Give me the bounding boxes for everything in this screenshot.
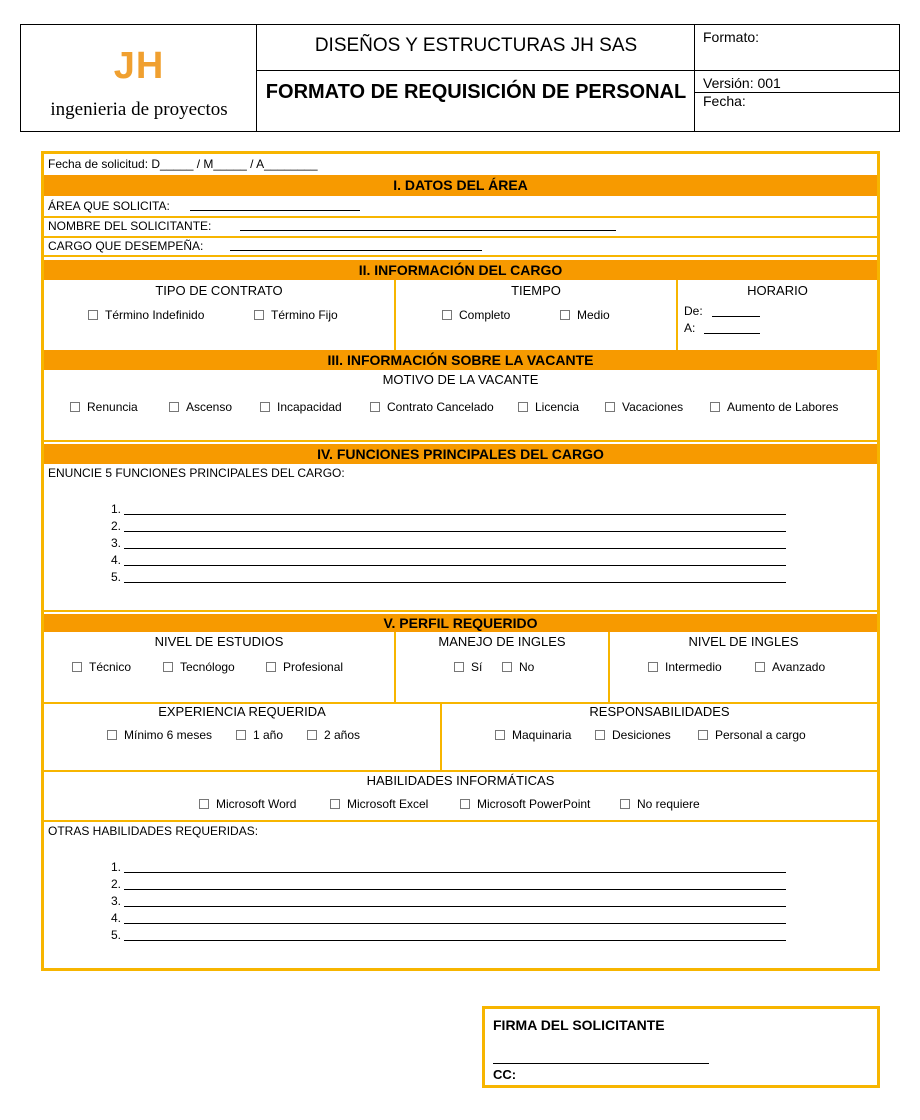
area-line[interactable] <box>190 210 360 211</box>
signature-line[interactable] <box>493 1063 709 1064</box>
requisition-form <box>41 151 880 971</box>
option-contrato-cancelado[interactable]: Contrato Cancelado <box>370 400 494 414</box>
horario-de-label: De: <box>684 304 703 318</box>
line-number: 4. <box>111 553 122 567</box>
responsabilidades-title: RESPONSABILIDADES <box>589 704 730 719</box>
checkbox[interactable] <box>595 730 605 740</box>
logo-mark: JH <box>113 45 165 87</box>
nivel-ingles-title: NIVEL DE INGLES <box>688 634 799 649</box>
checkbox[interactable] <box>648 662 658 672</box>
formato-label: Formato: <box>703 29 760 45</box>
meta-cell <box>695 25 899 131</box>
nombre-row <box>44 216 877 238</box>
perfil-row-habilidades <box>44 770 877 822</box>
fecha-row <box>44 154 877 177</box>
line-number: 1. <box>111 860 122 874</box>
checkbox[interactable] <box>710 402 720 412</box>
option-no-requiere[interactable]: No requiere <box>620 797 700 811</box>
checkbox[interactable] <box>460 799 470 809</box>
version-label: Versión: 001 <box>703 75 781 91</box>
checkbox[interactable] <box>307 730 317 740</box>
option-incapacidad[interactable]: Incapacidad <box>260 400 342 414</box>
option-medio[interactable]: Medio <box>560 308 610 322</box>
checkbox[interactable] <box>442 310 452 320</box>
checkbox[interactable] <box>755 662 765 672</box>
otra-line-4[interactable] <box>124 923 786 924</box>
line-number: 5. <box>111 928 122 942</box>
area-label: ÁREA QUE SOLICITA: <box>48 199 170 213</box>
option-minimo-6-meses[interactable]: Mínimo 6 meses <box>107 728 212 742</box>
option-licencia[interactable]: Licencia <box>518 400 579 414</box>
signature-title: FIRMA DEL SOLICITANTE <box>493 1017 665 1033</box>
experiencia-title: EXPERIENCIA REQUERIDA <box>158 704 326 719</box>
option-tecnologo[interactable]: Tecnólogo <box>163 660 235 674</box>
line-number: 3. <box>111 536 122 550</box>
line-number: 4. <box>111 911 122 925</box>
checkbox[interactable] <box>199 799 209 809</box>
funcion-line-1[interactable] <box>124 514 786 515</box>
checkbox[interactable] <box>72 662 82 672</box>
option-renuncia[interactable]: Renuncia <box>70 400 138 414</box>
motivo-vacante-title: MOTIVO DE LA VACANTE <box>382 372 539 387</box>
meta-divider <box>695 70 899 71</box>
otras-habilidades-prompt: OTRAS HABILIDADES REQUERIDAS: <box>48 824 259 838</box>
title-cell <box>257 25 695 131</box>
fecha-label: Fecha: <box>703 93 746 109</box>
horario-a-label: A: <box>684 321 696 335</box>
checkbox[interactable] <box>260 402 270 412</box>
option-microsoft-excel[interactable]: Microsoft Excel <box>330 797 428 811</box>
checkbox[interactable] <box>560 310 570 320</box>
option-si[interactable]: Sí <box>454 660 482 674</box>
checkbox[interactable] <box>454 662 464 672</box>
line-number: 3. <box>111 894 122 908</box>
funcion-line-3[interactable] <box>124 548 786 549</box>
section-datos-area: I. DATOS DEL ÁREA <box>44 175 877 196</box>
option-completo[interactable]: Completo <box>442 308 510 322</box>
habilidades-informaticas-title: HABILIDADES INFORMÁTICAS <box>366 773 555 788</box>
option-microsoft-word[interactable]: Microsoft Word <box>199 797 296 811</box>
funciones-prompt: ENUNCIE 5 FUNCIONES PRINCIPALES DEL CARGO: <box>48 466 345 480</box>
otra-line-5[interactable] <box>124 940 786 941</box>
document-header <box>20 24 900 132</box>
line-number: 2. <box>111 519 122 533</box>
document-title: FORMATO DE REQUISICIÓN DE PERSONAL <box>265 81 687 103</box>
section-perfil-requerido: V. PERFIL REQUERIDO <box>44 614 877 632</box>
option-ascenso[interactable]: Ascenso <box>169 400 232 414</box>
perfil-row-experiencia <box>44 702 877 772</box>
perfil-row-estudios <box>44 632 877 704</box>
cargo-info-row <box>44 280 877 352</box>
funcion-line-5[interactable] <box>124 582 786 583</box>
checkbox[interactable] <box>88 310 98 320</box>
line-number: 5. <box>111 570 122 584</box>
line-number: 2. <box>111 877 122 891</box>
checkbox[interactable] <box>266 662 276 672</box>
checkbox[interactable] <box>620 799 630 809</box>
checkbox[interactable] <box>163 662 173 672</box>
funciones-row <box>44 464 877 612</box>
funcion-line-4[interactable] <box>124 565 786 566</box>
fecha-solicitud-label[interactable]: Fecha de solicitud: D_____ / M_____ / A________ <box>48 157 318 171</box>
horario-a-line[interactable] <box>704 333 760 334</box>
tipo-contrato-title: TIPO DE CONTRATO <box>155 283 283 298</box>
option-no[interactable]: No <box>502 660 534 674</box>
checkbox[interactable] <box>169 402 179 412</box>
tiempo-title: TIEMPO <box>511 283 561 298</box>
nombre-label: NOMBRE DEL SOLICITANTE: <box>48 219 212 233</box>
nivel-estudios-title: NIVEL DE ESTUDIOS <box>154 634 284 649</box>
area-row <box>44 196 877 218</box>
title-divider <box>257 70 695 71</box>
signature-box <box>482 1006 880 1088</box>
checkbox[interactable] <box>330 799 340 809</box>
checkbox[interactable] <box>70 402 80 412</box>
cargo-label: CARGO QUE DESEMPEÑA: <box>48 239 204 253</box>
option-personal-a-cargo[interactable]: Personal a cargo <box>698 728 806 742</box>
checkbox[interactable] <box>107 730 117 740</box>
checkbox[interactable] <box>502 662 512 672</box>
horario-de-line[interactable] <box>712 316 760 317</box>
checkbox[interactable] <box>605 402 615 412</box>
company-name: DISEÑOS Y ESTRUCTURAS JH SAS <box>314 35 638 56</box>
option-tecnico[interactable]: Técnico <box>72 660 131 674</box>
option-desiciones[interactable]: Desiciones <box>595 728 671 742</box>
option-1-ano[interactable]: 1 año <box>236 728 283 742</box>
checkbox[interactable] <box>370 402 380 412</box>
option-2-anos[interactable]: 2 años <box>307 728 360 742</box>
cc-label: CC: <box>493 1067 517 1082</box>
option-vacaciones[interactable]: Vacaciones <box>605 400 683 414</box>
nombre-line[interactable] <box>240 230 616 231</box>
cargo-row <box>44 236 877 257</box>
logo-subtitle: ingenieria de proyectos <box>50 99 228 120</box>
horario-title: HORARIO <box>747 283 808 298</box>
option-termino-fijo[interactable]: Término Fijo <box>254 308 338 322</box>
option-microsoft-powerpoint[interactable]: Microsoft PowerPoint <box>460 797 590 811</box>
logo-cell <box>21 25 257 131</box>
cargo-line[interactable] <box>230 250 482 251</box>
funcion-line-2[interactable] <box>124 531 786 532</box>
option-maquinaria[interactable]: Maquinaria <box>495 728 571 742</box>
option-aumento-labores[interactable]: Aumento de Labores <box>710 400 838 414</box>
section-funciones-cargo: IV. FUNCIONES PRINCIPALES DEL CARGO <box>44 444 877 464</box>
manejo-ingles-title: MANEJO DE INGLES <box>438 634 566 649</box>
line-number: 1. <box>111 502 122 516</box>
checkbox[interactable] <box>236 730 246 740</box>
vacante-row <box>44 370 877 442</box>
otra-line-2[interactable] <box>124 889 786 890</box>
option-intermedio[interactable]: Intermedio <box>648 660 722 674</box>
checkbox[interactable] <box>518 402 528 412</box>
otra-line-3[interactable] <box>124 906 786 907</box>
option-avanzado[interactable]: Avanzado <box>755 660 825 674</box>
checkbox[interactable] <box>254 310 264 320</box>
checkbox[interactable] <box>698 730 708 740</box>
option-termino-indefinido[interactable]: Término Indefinido <box>88 308 204 322</box>
section-informacion-cargo: II. INFORMACIÓN DEL CARGO <box>44 260 877 280</box>
checkbox[interactable] <box>495 730 505 740</box>
otra-line-1[interactable] <box>124 872 786 873</box>
option-profesional[interactable]: Profesional <box>266 660 343 674</box>
section-informacion-vacante: III. INFORMACIÓN SOBRE LA VACANTE <box>44 350 877 370</box>
